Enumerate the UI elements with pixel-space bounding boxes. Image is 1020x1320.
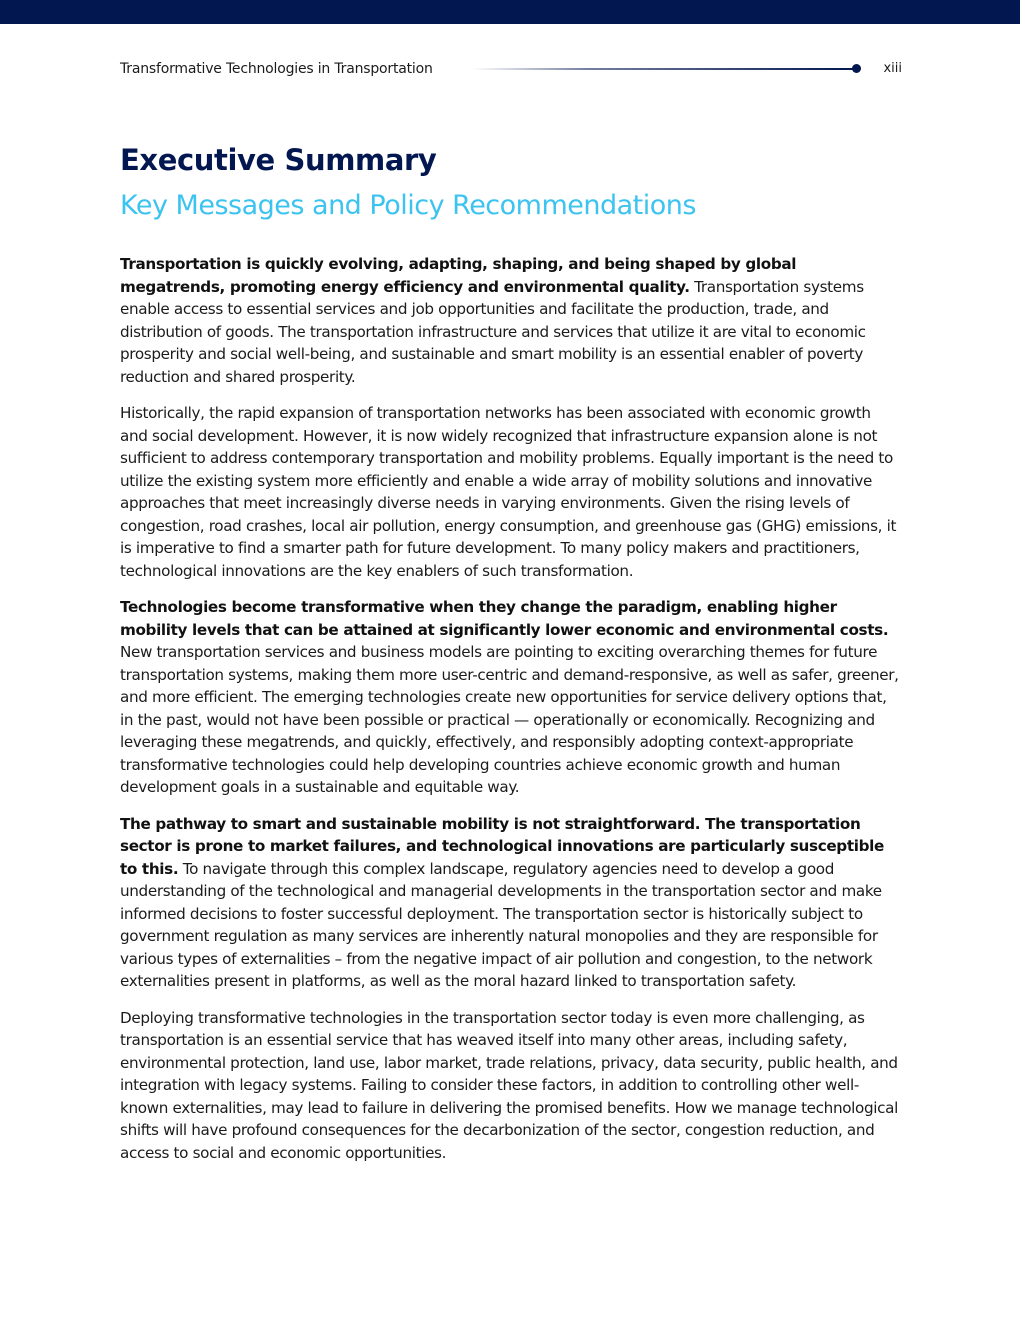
body-text [120, 253, 902, 1178]
paragraph-4-lead: The pathway to smart and sustainable mobility is not straightforward. The transportation sector is prone to market failures, and technological innovations are particularly susceptible to this. [120, 814, 884, 878]
paragraph-5 [120, 1007, 902, 1165]
paragraph-3 [120, 596, 902, 799]
top-color-band [0, 0, 1020, 24]
header-rule [472, 68, 856, 70]
paragraph-5-text: Deploying transformative technologies in the transportation sector today is even more challenging, as transportation is an essential service that has weaved itself into many other areas, including safety, environmental protection, land use, labor market, trade relations, privacy, data security, public health, and integration with legacy systems. Failing to consider these factors, in addition to controlling other well-known externalities, may lead to failure in delivering the promised benefits. How we manage technological shifts will have profound consequences for the decarbonization of the sector, congestion reduction, and access to social and economic opportunities. [120, 1008, 898, 1162]
paragraph-2-text: Historically, the rapid expansion of transportation networks has been associated with economic growth and social development. However, it is now widely recognized that infrastructure expansion alone is not sufficient to address contemporary transportation and mobility problems. Equally important is the need to utilize the existing system more efficiently and enable a wide array of mobility solutions and innovative approaches that meet increasingly diverse needs in varying environments. Given the rising levels of congestion, road crashes, local air pollution, energy consumption, and greenhouse gas (GHG) emissions, it is imperative to find a smarter path for future development. To many policy makers and practitioners, technological innovations are the key enablers of such transformation. [120, 404, 897, 580]
header-rule-dot [852, 64, 861, 73]
section-subtitle: Key Messages and Policy Recommendations [120, 190, 696, 221]
section-title: Executive Summary [120, 143, 437, 177]
paragraph-4 [120, 813, 902, 993]
paragraph-2 [120, 402, 902, 582]
paragraph-3-lead: Technologies become transformative when they change the paradigm, enabling higher mobility levels that can be attained at significantly lower economic and environmental costs. [120, 598, 889, 639]
running-header [120, 60, 902, 80]
running-header-title: Transformative Technologies in Transportation [120, 61, 433, 77]
page-number: xiii [883, 61, 902, 76]
paragraph-3-text: New transportation services and business models are pointing to exciting overarching themes for future transportation systems, making them more user-centric and demand-responsive, as well as safer, greener, and more efficient. The emerging technologies create new opportunities for service delivery options that, in the past, would not have been possible or practical — operationally or economically. Recognizing and leveraging these megatrends, and quickly, effectively, and responsibly adopting context-appropriate transformative technologies could help developing countries achieve economic growth and human development goals in a sustainable and equitable way. [120, 643, 899, 796]
paragraph-1-lead: Transportation is quickly evolving, adapting, shaping, and being shaped by global megatrends, promoting energy efficiency and environmental quality. [120, 255, 797, 296]
paragraph-1-text: Transportation systems enable access to essential services and job opportunities and facilitate the production, trade, and distribution of goods. The transportation infrastructure and services that utilize it are vital to economic prosperity and social well-being, and sustainable and smart mobility is an essential enabler of poverty reduction and shared prosperity. [120, 277, 866, 386]
paragraph-4-text: To navigate through this complex landscape, regulatory agencies need to develop a good understanding of the technological and managerial developments in the transportation sector and make informed decisions to foster successful deployment. The transportation sector is historically subject to government regulation as many services are inherently natural monopolies and they are responsible for various types of externalities – from the negative impact of air pollution and congestion, to the network externalities present in platforms, as well as the moral hazard linked to transportation safety. [120, 859, 882, 990]
paragraph-1 [120, 253, 902, 388]
